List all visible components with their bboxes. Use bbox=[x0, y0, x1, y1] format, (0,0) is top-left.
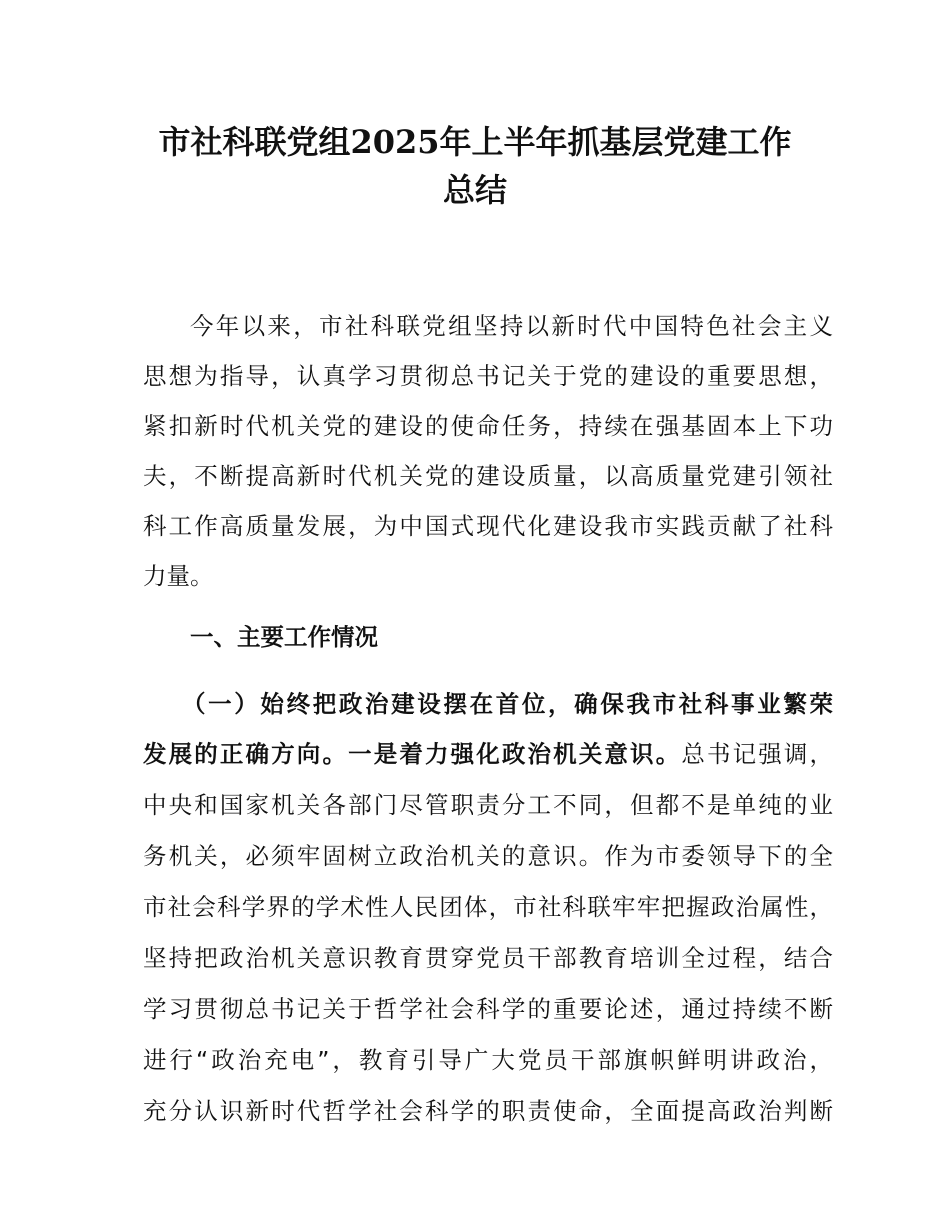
intro-line-1: 今年以来，市社科联党组坚持以新时代中国特色社会主义 bbox=[190, 312, 833, 340]
intro-line-5: 科工作高质量发展，为中国式现代化建设我市实践贡献了社科 bbox=[143, 512, 833, 540]
subsection-text-start: 总书记强调， bbox=[681, 740, 833, 768]
subsection-heading-continued: 发展的正确方向。一是着力强化政治机关意识。 bbox=[143, 740, 682, 768]
body-line-5: 学习贯彻总书记关于哲学社会科学的重要论述，通过持续不断 bbox=[143, 995, 833, 1023]
document-title-line-2: 总结 bbox=[442, 171, 507, 209]
intro-line-3: 紧扣新时代机关党的建设的使命任务，持续在强基固本上下功 bbox=[143, 412, 833, 440]
intro-line-6: 力量。 bbox=[143, 562, 214, 590]
body-line-7: 充分认识新时代哲学社会科学的职责使命，全面提高政治判断 bbox=[143, 1097, 833, 1125]
body-line-2: 务机关，必须牢固树立政治机关的意识。作为市委领导下的全 bbox=[143, 842, 833, 870]
subsection-line-2 bbox=[143, 737, 833, 771]
body-line-6: 进行“政治充电”，教育引导广大党员干部旗帜鲜明讲政治， bbox=[143, 1046, 833, 1074]
intro-line-4: 夫，不断提高新时代机关党的建设质量，以高质量党建引领社 bbox=[143, 462, 833, 490]
document-title-line-1: 市社科联党组2025年上半年抓基层党建工作 bbox=[158, 123, 792, 161]
section-heading: 一、主要工作情况 bbox=[190, 623, 378, 651]
intro-line-2: 思想为指导，认真学习贯彻总书记关于党的建设的重要思想， bbox=[143, 362, 833, 390]
subsection-heading-line-1: （一）始终把政治建设摆在首位，确保我市社科事业繁荣 bbox=[182, 690, 833, 718]
body-line-3: 市社会科学界的学术性人民团体，市社科联牢牢把握政治属性， bbox=[143, 893, 833, 921]
body-line-1: 中央和国家机关各部门尽管职责分工不同，但都不是单纯的业 bbox=[143, 791, 833, 819]
body-line-4: 坚持把政治机关意识教育贯穿党员干部教育培训全过程，结合 bbox=[143, 944, 833, 972]
